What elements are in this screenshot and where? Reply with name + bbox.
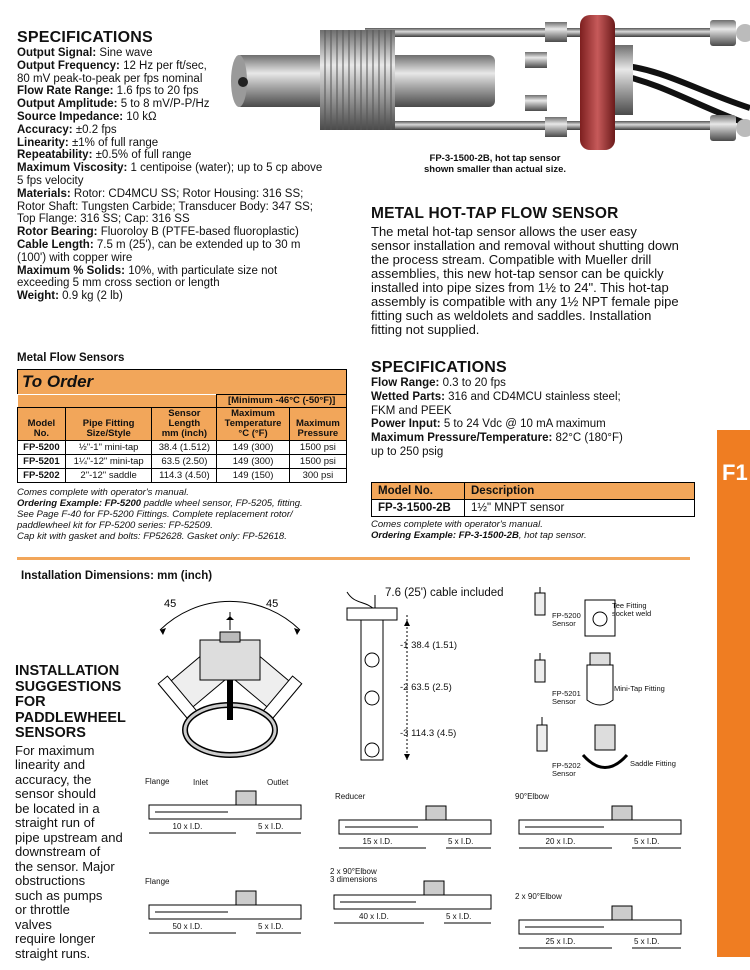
table-cell: 114.3 (4.50) <box>152 469 217 483</box>
left-spec-value: 10%, with particulate size not <box>125 264 278 277</box>
left-spec-label: Repeatability: <box>17 149 93 162</box>
table-cell: FP-5201 <box>18 455 66 469</box>
metal-flow-table <box>17 394 347 483</box>
table-row <box>18 469 347 483</box>
fitting-name-label: Tee Fitting socket weld <box>612 601 652 618</box>
left-spec-line <box>17 252 367 265</box>
suggestions-body-line: valves <box>15 916 52 932</box>
right-spec-line <box>371 432 691 446</box>
left-spec-value: Top Flange: 316 SS; Cap: 316 SS <box>17 213 190 226</box>
hot-tap-line: fitting not supplied. <box>371 322 480 337</box>
left-spec-value: exceeding 5 mm cross section or length <box>17 277 220 290</box>
pipe-drawing <box>515 892 685 965</box>
fitting-name-label: Saddle Fitting <box>630 759 676 768</box>
downstream-length: 5 x I.D. <box>448 837 474 846</box>
suggestions-body-line: pipe upstream and <box>15 829 123 845</box>
left-spec-label: Cable Length: <box>17 238 94 251</box>
suggestions-body-line: straight runs. <box>15 945 91 961</box>
metal-flow-heading: Metal Flow Sensors <box>17 352 125 364</box>
to-order-label: To Order <box>22 372 94 391</box>
left-spec-value: 12 Hz per ft/sec, <box>119 59 207 72</box>
table-cell: FP-5200 <box>18 441 66 455</box>
table-cell: 1500 psi <box>289 441 346 455</box>
left-spec-value: 80 mV peak-to-peak per fps nominal <box>17 72 203 85</box>
left-spec-value: 1 centipoise (water); up to 5 cp above <box>127 162 323 175</box>
install-dims-heading: Installation Dimensions: mm (inch) <box>21 570 213 582</box>
photo-caption-line1: FP-3-1500-2B, hot tap sensor <box>429 153 561 164</box>
left-spec-value: 1.6 fps to 20 fps <box>113 85 199 98</box>
right-spec-value: 0.3 to 20 fps <box>439 377 506 389</box>
right-specs-list <box>371 377 691 460</box>
pipe-diagram <box>515 792 685 865</box>
upstream-length: 10 x I.D. <box>172 822 203 831</box>
to-order-table-block <box>17 369 347 542</box>
left-spec-value: Rotor: CD4MCU SS; Rotor Housing: 316 SS; <box>70 187 304 200</box>
pipe-drawing <box>145 777 305 850</box>
upstream-length: 15 x I.D. <box>362 837 393 846</box>
left-spec-line <box>17 239 367 252</box>
pipe-fitting-label: Reducer <box>335 792 366 801</box>
suggestions-title-line: SUGGESTIONS <box>15 678 122 695</box>
upstream-length: 25 x I.D. <box>545 937 576 946</box>
hot-tap-note1: Comes complete with operator's manual. <box>371 519 543 530</box>
hot-tap-title: METAL HOT-TAP FLOW SENSOR <box>371 205 619 222</box>
suggestions-title-line: PADDLEWHEEL <box>15 709 126 726</box>
left-spec-line <box>17 290 367 303</box>
pipe-diagram <box>330 867 495 940</box>
photo-caption-line2: shown smaller than actual size. <box>423 164 567 175</box>
column-header: Pipe Fitting Size/Style <box>65 408 152 441</box>
pipe-fitting-label: 90°Elbow <box>515 792 549 801</box>
column-header: Maximum Pressure <box>289 408 346 441</box>
suggestions-body-line: be located in a <box>15 800 100 816</box>
left-spec-line <box>17 213 367 226</box>
suggestions-body-line: straight run of <box>15 815 95 830</box>
left-spec-value: Rotor Shaft: Tungsten Carbide; Transducer Body: 347 SS; <box>17 200 313 213</box>
note-line: paddlewheel kit for FP-5200 series: FP-52509. <box>17 520 213 531</box>
right-spec-label: Maximum Pressure/Temperature: <box>371 432 553 445</box>
left-spec-value: 5 fps velocity <box>17 174 84 187</box>
table-cell: 300 psi <box>289 469 346 483</box>
pipe-diagram <box>145 777 305 850</box>
pipe-fitting-label: Flange <box>145 777 170 786</box>
right-spec-value: 82°C (180°F) <box>552 432 623 445</box>
left-specs-title: SPECIFICATIONS <box>17 29 153 46</box>
downstream-length: 5 x I.D. <box>446 912 472 921</box>
downstream-length: 5 x I.D. <box>634 837 660 846</box>
suggestions-title-line: INSTALLATION <box>15 663 120 679</box>
angle-right: 45 <box>266 598 279 610</box>
suggestions-body-line: such as pumps <box>15 887 103 903</box>
hot-tap-line: installed into pipe sizes from 1½ to 24". This hot-tap <box>371 280 669 295</box>
dimension-label: -3 114.3 (4.5) <box>400 728 457 739</box>
cable-label: 7.6 (25') cable included <box>385 587 504 599</box>
hot-tap-line: fitting such as weldolets and saddles. Installation <box>371 308 652 323</box>
note-line: Ordering Example: FP-5200 paddle wheel sensor, FP-5205, fitting. <box>17 498 303 509</box>
table-cell: ½"-1" mini-tap <box>65 441 152 455</box>
right-spec-value: 316 and CD4MCU stainless steel; <box>444 390 621 403</box>
col-description: Description <box>465 483 695 500</box>
hot-tap-sensor-photo <box>225 0 750 160</box>
table-cell: 149 (300) <box>217 441 289 455</box>
right-spec-label: Power Input: <box>371 418 441 431</box>
note-bold: Ordering Example: FP-5200 <box>17 498 142 509</box>
right-spec-value: FKM and PEEK <box>371 404 452 417</box>
suggestions-body-line: For maximum <box>15 742 95 758</box>
left-spec-value: (100') with copper wire <box>17 251 133 264</box>
table-row <box>18 441 347 455</box>
left-spec-value: 0.9 kg (2 lb) <box>58 290 123 303</box>
left-spec-line <box>17 265 367 278</box>
cell-model: FP-3-1500-2B <box>372 500 465 517</box>
downstream-length: 5 x I.D. <box>634 937 660 946</box>
suggestions-title-line: SENSORS <box>15 725 86 741</box>
suggestions-body-line: downstream of <box>15 844 101 859</box>
right-spec-line <box>371 377 691 391</box>
table-cell: 1¼"-12" mini-tap <box>65 455 152 469</box>
left-spec-value: 10 kΩ <box>123 110 157 123</box>
to-order-banner <box>17 369 347 394</box>
section-tab-label: F1 <box>722 460 748 485</box>
left-spec-label: Linearity: <box>17 136 69 149</box>
left-spec-line <box>17 188 367 201</box>
table-cell: 2"-12" saddle <box>65 469 152 483</box>
pipe-drawing <box>145 877 305 950</box>
metal-flow-notes <box>17 487 347 542</box>
downstream-length: 5 x I.D. <box>258 922 284 931</box>
install-suggestions-body <box>15 744 135 962</box>
table-cell: 1500 psi <box>289 455 346 469</box>
suggestions-body-line: sensor should <box>15 786 96 801</box>
right-spec-line <box>371 405 691 419</box>
right-spec-line <box>371 391 691 405</box>
right-spec-line <box>371 446 691 460</box>
column-header: Maximum Temperature °C (°F) <box>217 408 289 441</box>
right-spec-label: Flow Range: <box>371 377 440 389</box>
right-spec-value: 5 to 24 Vdc @ 10 mA maximum <box>440 418 606 431</box>
left-spec-line <box>17 201 367 214</box>
suggestions-title-line: FOR <box>15 694 46 710</box>
left-spec-line <box>17 226 367 239</box>
col-model: Model No. <box>372 483 465 500</box>
pipe-diagram <box>335 792 495 865</box>
cell-description: 1½" MNPT sensor <box>465 500 695 517</box>
fitting-sensor-label: FP-5202 Sensor <box>552 761 581 778</box>
table-cell: 38.4 (1.512) <box>152 441 217 455</box>
suggestions-body-line: or throttle <box>15 902 70 917</box>
hot-tap-note2: Ordering Example: FP-3-1500-2B, hot tap sensor. <box>371 530 587 541</box>
left-spec-value: ±1% of full range <box>68 136 159 149</box>
pipe-fitting-label: 2 x 90°Elbow <box>515 892 562 901</box>
install-suggestions <box>15 664 135 961</box>
left-spec-label: Flow Rate Range: <box>17 85 114 98</box>
column-header: Model No. <box>18 408 66 441</box>
right-spec-label: Wetted Parts: <box>371 390 445 403</box>
left-spec-label: Maximum Viscosity: <box>17 162 128 175</box>
hot-tap-line: assemblies, this new hot-tap sensor can be quickly <box>371 266 664 281</box>
pipe-drawing <box>335 792 495 865</box>
left-spec-value: ±0.5% of full range <box>92 149 192 162</box>
hot-tap-section <box>371 205 701 337</box>
note-line: Comes complete with operator's manual. <box>17 487 189 498</box>
left-spec-line <box>17 162 367 175</box>
angle-diagram <box>130 590 330 770</box>
hot-tap-line: The metal hot-tap sensor allows the user easy <box>371 224 637 239</box>
photo-caption <box>395 153 595 175</box>
upstream-length: 40 x I.D. <box>359 912 389 921</box>
pipe-diagram <box>515 892 685 965</box>
table-cell: 149 (150) <box>217 469 289 483</box>
left-spec-line <box>17 175 367 188</box>
hot-tap-line: sensor installation and removal without shutting down <box>371 238 679 253</box>
left-spec-value: Fluoroloy B (PTFE-based fluoroplastic) <box>97 226 299 239</box>
left-spec-label: Materials: <box>17 187 71 200</box>
left-spec-value: Sine wave <box>96 47 153 59</box>
hot-tap-order <box>371 482 695 541</box>
right-specs-title: SPECIFICATIONS <box>371 359 507 376</box>
left-spec-label: Maximum % Solids: <box>17 264 125 277</box>
downstream-length: 5 x I.D. <box>258 822 284 831</box>
left-spec-label: Weight: <box>17 290 59 303</box>
hot-tap-line: the process stream. Compatible with Mueller drill <box>371 252 652 267</box>
left-spec-value: 5 to 8 mV/P-P/Hz <box>117 98 210 111</box>
table-cell: 63.5 (2.50) <box>152 455 217 469</box>
table-cell: 149 (300) <box>217 455 289 469</box>
left-spec-value: ±0.2 fps <box>72 123 117 136</box>
hot-tap-line: assembly is compatible with any 1½ NPT female pipe <box>371 294 679 309</box>
fitting-name-label: Mini-Tap Fitting <box>614 684 665 693</box>
right-spec-line <box>371 418 691 432</box>
section-divider <box>17 557 690 560</box>
fitting-sensor-label: FP-5200 Sensor <box>552 611 581 628</box>
pipe-diagram <box>145 877 305 950</box>
suggestions-body-line: require longer <box>15 931 96 946</box>
upstream-length: 50 x I.D. <box>172 922 203 931</box>
suggestions-body-line: the sensor. Major <box>15 858 115 874</box>
note-line: Cap kit with gasket and bolts: FP52628. Gasket only: FP-52618. <box>17 531 287 542</box>
table-row <box>18 455 347 469</box>
inlet-label: Inlet <box>193 778 209 787</box>
outlet-label: Outlet <box>267 778 289 787</box>
section-tab <box>717 430 750 957</box>
suggestions-body-line: linearity and <box>15 757 86 772</box>
left-spec-label: Output Frequency: <box>17 59 120 72</box>
note-line: See Page F-40 for FP-5200 Fittings. Complete replacement rotor/ <box>17 509 293 520</box>
left-spec-label: Output Signal: <box>17 47 97 59</box>
right-specs <box>371 359 691 460</box>
suggestions-body-line: obstructions <box>15 873 86 888</box>
left-spec-label: Source Impedance: <box>17 110 124 123</box>
pipe-fitting-label: 2 x 90°Elbow 3 dimensions <box>330 867 378 884</box>
left-spec-label: Output Amplitude: <box>17 98 118 111</box>
upstream-length: 20 x I.D. <box>545 837 576 846</box>
left-spec-line <box>17 277 367 290</box>
install-suggestions-title <box>15 664 135 742</box>
hot-tap-description <box>371 225 701 337</box>
temp-header: [Minimum -46°C (-50°F)] <box>217 395 347 408</box>
dimension-label: -1 38.4 (1.51) <box>400 640 458 651</box>
table-cell: FP-5202 <box>18 469 66 483</box>
right-spec-value: up to 250 psig <box>371 445 444 458</box>
pipe-fitting-label: Flange <box>145 877 170 886</box>
pipe-drawing <box>515 792 685 865</box>
hot-tap-order-table <box>371 482 695 517</box>
fitting-sensor-label: FP-5201 Sensor <box>552 689 581 706</box>
left-spec-label: Accuracy: <box>17 123 73 136</box>
angle-left: 45 <box>164 598 177 610</box>
sensor-length-diagram <box>335 580 515 770</box>
left-spec-value: 7.5 m (25'), can be extended up to 30 m <box>93 238 301 251</box>
suggestions-body-line: accuracy, the <box>15 771 92 787</box>
column-header: Sensor Length mm (inch) <box>152 408 217 441</box>
left-spec-label: Rotor Bearing: <box>17 226 98 239</box>
dimension-label: -2 63.5 (2.5) <box>400 682 452 693</box>
